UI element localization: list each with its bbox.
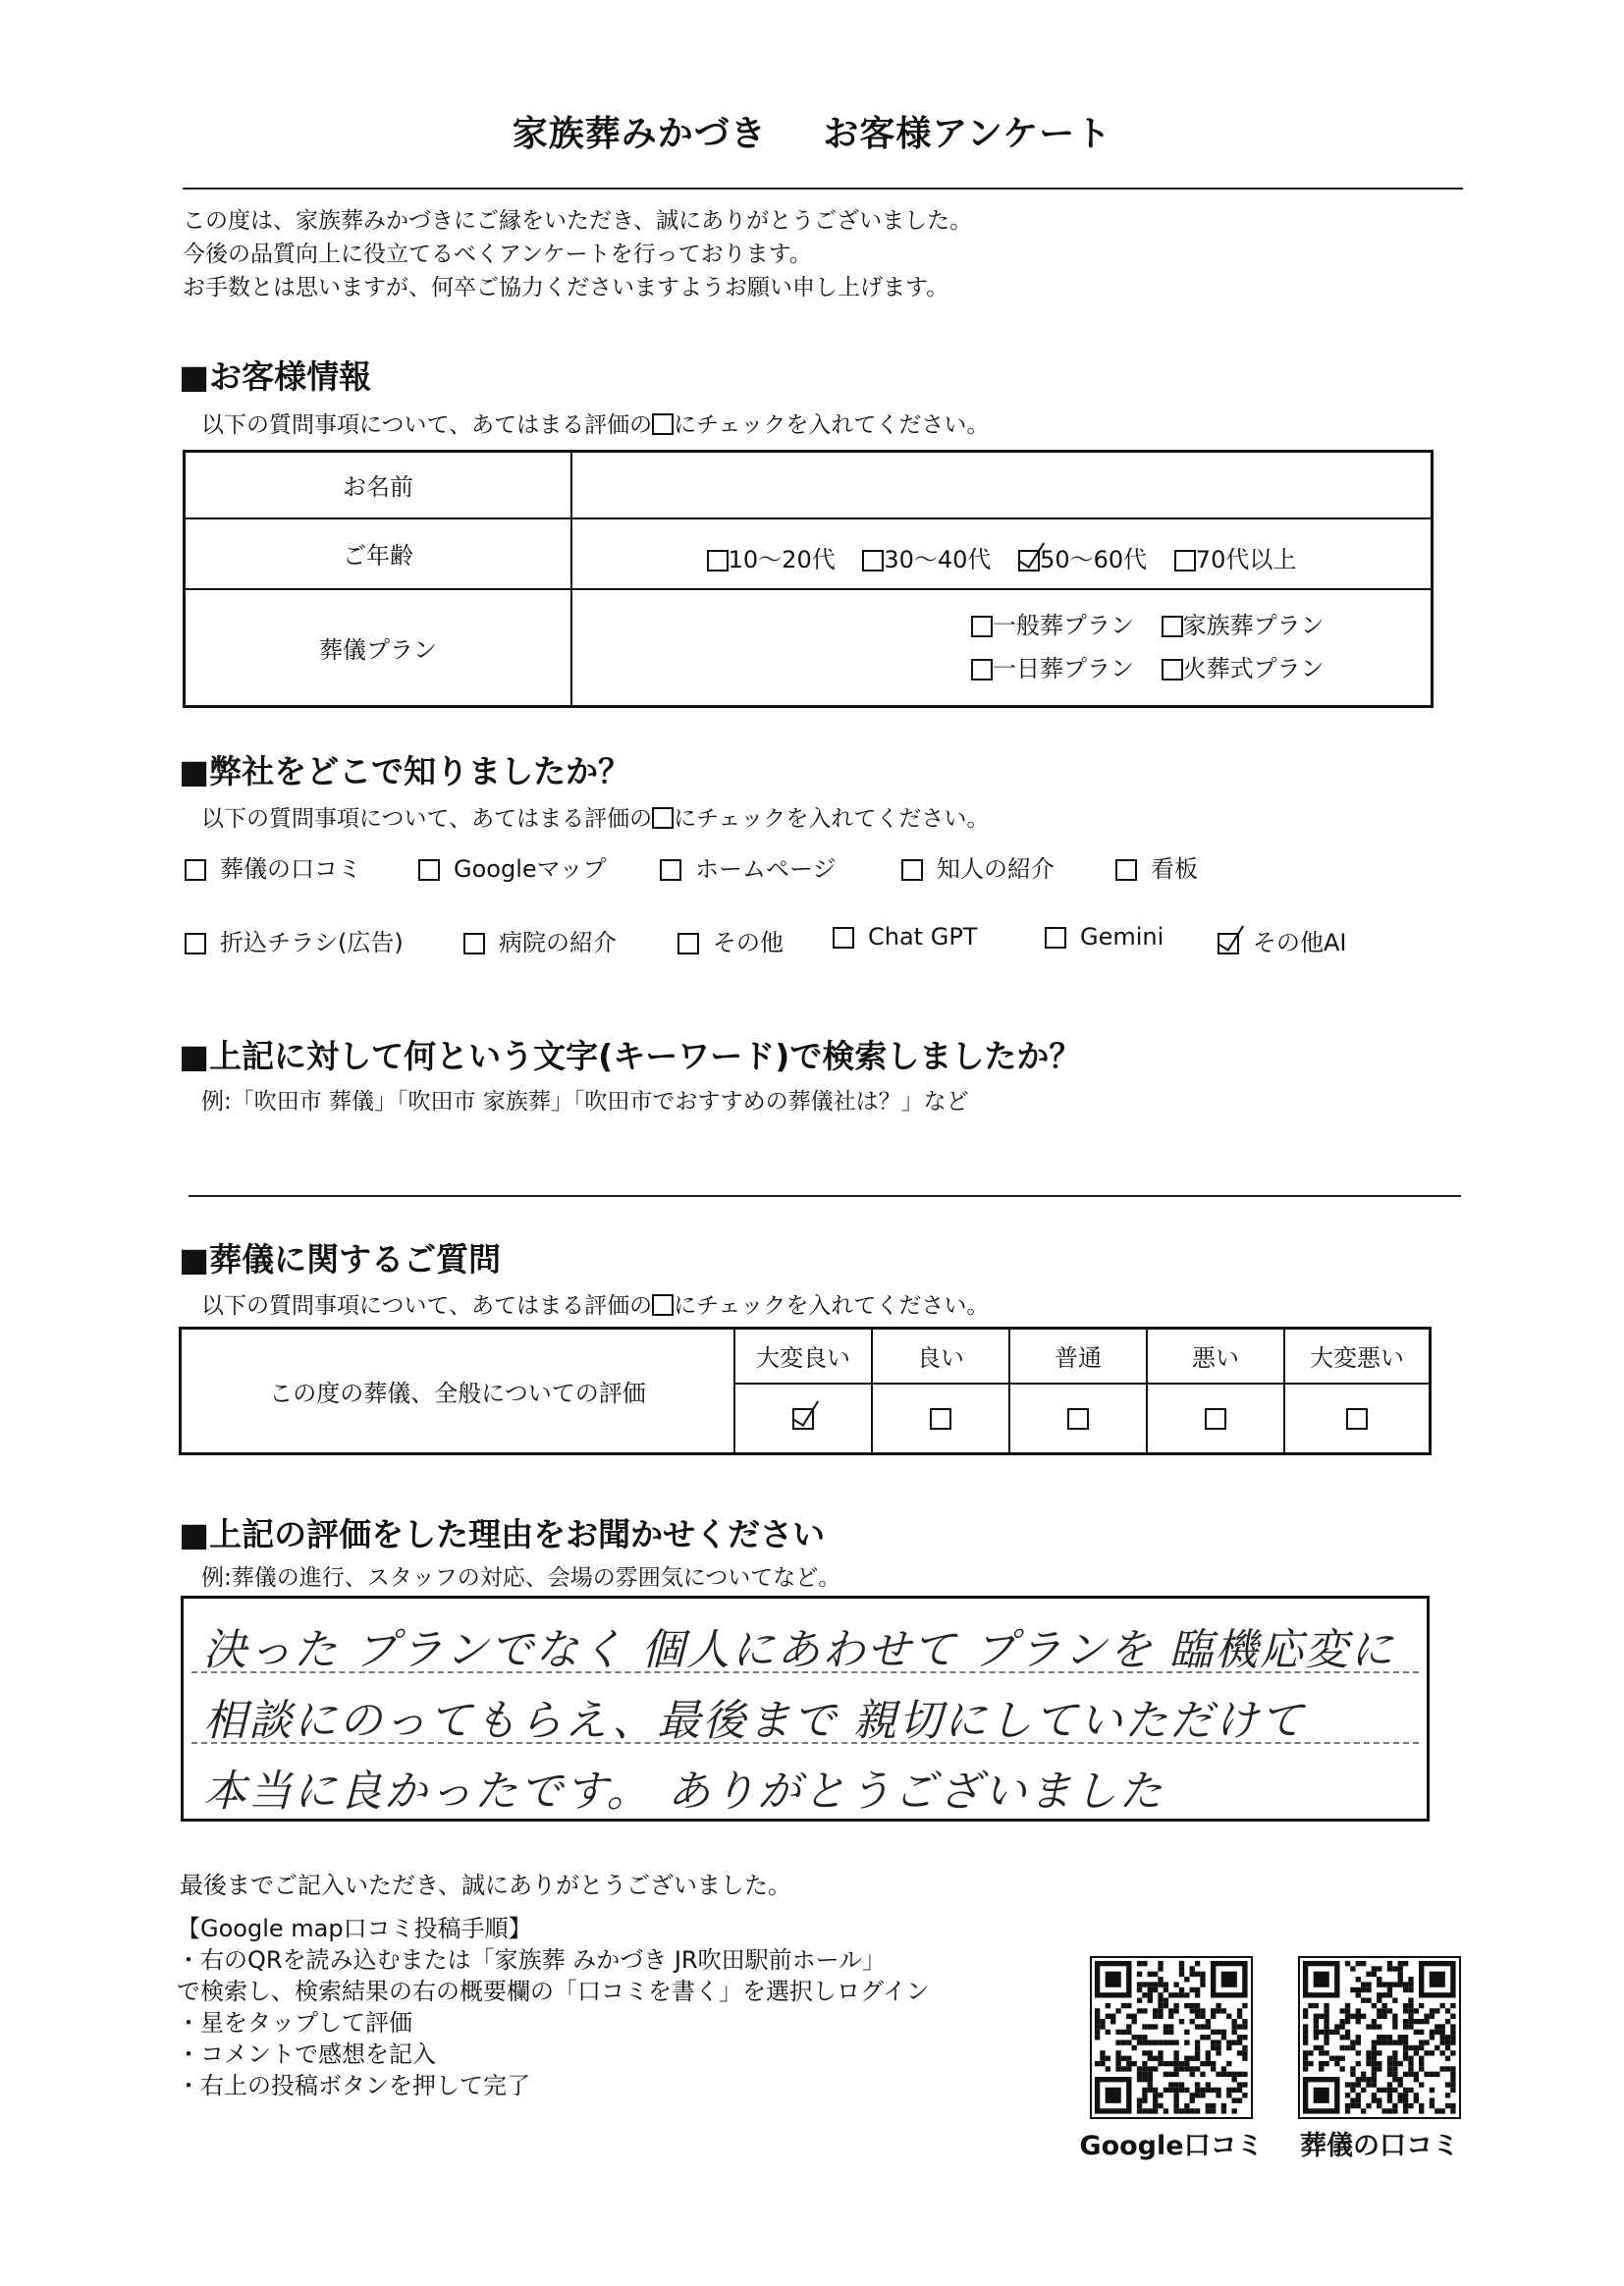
source-checkbox-review[interactable] bbox=[185, 859, 206, 881]
source-checkbox-referral[interactable] bbox=[901, 859, 923, 881]
review-step-2: ・星をタップして評価 bbox=[177, 2009, 412, 2037]
closing-thanks: 最後までご記入いただき、誠にありがとうございました。 bbox=[180, 1872, 792, 1899]
sample-checkbox bbox=[652, 1294, 674, 1316]
age-checkbox-10-20[interactable] bbox=[707, 550, 729, 572]
reason-handwriting-3: 本当に良かったです。 ありがとうございました bbox=[203, 1767, 1164, 1817]
rating-cell-very-good bbox=[734, 1384, 872, 1454]
intro-line-1: この度は、家族葬みかづきにご縁をいただき、誠にありがとうございました。 bbox=[183, 208, 973, 234]
source-checkbox-other-ai[interactable] bbox=[1218, 933, 1239, 954]
plan-row bbox=[185, 589, 1433, 707]
name-row bbox=[185, 452, 1433, 518]
review-step-1b: で検索し、検索結果の右の概要欄の「口コミを書く」を選択しログイン bbox=[177, 1978, 930, 2005]
rating-label-very-good: 大変良い bbox=[734, 1329, 872, 1384]
source-option-flyer[interactable]: 折込チラシ(広告) bbox=[185, 923, 404, 957]
rating-checkbox-good[interactable] bbox=[930, 1408, 951, 1430]
rating-checkbox-very-bad[interactable] bbox=[1346, 1408, 1368, 1430]
rating-checkbox-very-good[interactable] bbox=[792, 1408, 814, 1430]
plan-option-cremation[interactable]: 火葬式プラン bbox=[1162, 655, 1325, 682]
age-option-10-20[interactable]: 10～20代 bbox=[707, 546, 836, 573]
funeral-instruction: 以下の質問事項について、あてはまる評価の にチェックを入れてください。 bbox=[201, 1293, 990, 1319]
review-steps-title: 【Google map口コミ投稿手順】 bbox=[177, 1915, 532, 1942]
source-option-other-ai[interactable]: その他AI bbox=[1218, 923, 1347, 957]
age-checkbox-50-60[interactable] bbox=[1018, 550, 1040, 572]
plan-checkbox-cremation[interactable] bbox=[1162, 659, 1183, 680]
source-checkbox-hospital[interactable] bbox=[463, 933, 485, 954]
review-steps bbox=[177, 1913, 930, 2101]
qr-code-icon[interactable] bbox=[1090, 1956, 1253, 2119]
sample-checkbox bbox=[652, 807, 674, 829]
name-label: お名前 bbox=[185, 452, 572, 518]
plan-checkbox-one-day[interactable] bbox=[971, 659, 993, 680]
funeral-heading: ■葬儀に関するご質問 bbox=[179, 1240, 502, 1279]
instruction-text: 以下の質問事項について、あてはまる評価の bbox=[201, 412, 653, 438]
age-label: ご年齢 bbox=[185, 518, 572, 589]
title-survey: お客様アンケート bbox=[823, 114, 1112, 154]
qr-google[interactable] bbox=[1090, 1956, 1253, 2123]
rating-label-very-bad: 大変悪い bbox=[1284, 1329, 1431, 1384]
qr-funeral-label: 葬儀の口コミ bbox=[1300, 2131, 1459, 2161]
intro-text bbox=[183, 204, 972, 304]
intro-line-2: 今後の品質向上に役立てるべくアンケートを行っております。 bbox=[183, 242, 812, 267]
source-option-hospital[interactable]: 病院の紹介 bbox=[463, 923, 617, 957]
reason-example: 例:葬儀の進行、スタッフの対応、会場の雰囲気についてなど。 bbox=[201, 1565, 841, 1591]
rating-cell-bad bbox=[1147, 1384, 1284, 1454]
age-option-70-plus[interactable]: 70代以上 bbox=[1174, 546, 1297, 573]
reason-handwriting-2: 相談にのってもらえ、最後まで 親切にしていただけて bbox=[203, 1696, 1306, 1746]
rating-row-label: この度の葬儀、全般についての評価 bbox=[181, 1329, 735, 1454]
rating-label-average: 普通 bbox=[1009, 1329, 1147, 1384]
keyword-heading: ■上記に対して何という文字(キーワード)で検索しましたか？ bbox=[179, 1037, 1082, 1075]
rating-cell-average bbox=[1009, 1384, 1147, 1454]
source-checkbox-chatgpt[interactable] bbox=[833, 927, 854, 949]
review-step-3: ・コメントで感想を記入 bbox=[177, 2041, 436, 2068]
keyword-answer-line[interactable] bbox=[189, 1195, 1461, 1197]
source-checkbox-flyer[interactable] bbox=[185, 933, 206, 954]
reason-answer-box[interactable] bbox=[181, 1596, 1430, 1822]
customer-info-table bbox=[183, 450, 1434, 708]
source-heading: ■弊社をどこで知りましたか？ bbox=[179, 752, 631, 790]
plan-options bbox=[571, 589, 1433, 707]
rating-cell-very-bad bbox=[1284, 1384, 1431, 1454]
age-option-30-40[interactable]: 30～40代 bbox=[862, 546, 991, 573]
source-option-chatgpt[interactable]: Chat GPT bbox=[833, 923, 977, 951]
qr-google-label: Google口コミ bbox=[1079, 2131, 1264, 2161]
rating-label-bad: 悪い bbox=[1147, 1329, 1284, 1384]
plan-label: 葬儀プラン bbox=[185, 589, 572, 707]
age-option-50-60[interactable]: 50～60代 bbox=[1018, 546, 1147, 573]
rating-header-row bbox=[181, 1329, 1431, 1384]
reason-handwriting-1: 決った プランでなく 個人にあわせて プランを 臨機応変に bbox=[203, 1625, 1395, 1675]
age-checkbox-70-plus[interactable] bbox=[1174, 550, 1196, 572]
source-checkbox-google-map[interactable] bbox=[418, 859, 440, 881]
source-option-review[interactable]: 葬儀の口コミ bbox=[185, 849, 361, 884]
sample-checkbox bbox=[652, 413, 674, 435]
title-divider bbox=[183, 188, 1463, 190]
review-step-4: ・右上の投稿ボタンを押して完了 bbox=[177, 2072, 530, 2099]
plan-checkbox-family[interactable] bbox=[1162, 616, 1183, 637]
source-option-gemini[interactable]: Gemini bbox=[1045, 923, 1164, 951]
rating-cell-good bbox=[872, 1384, 1009, 1454]
source-checkbox-homepage[interactable] bbox=[660, 859, 681, 881]
source-checkbox-gemini[interactable] bbox=[1045, 927, 1066, 949]
source-option-other[interactable]: その他 bbox=[677, 923, 784, 957]
age-row bbox=[185, 518, 1433, 589]
plan-option-general[interactable]: 一般葬プラン bbox=[971, 612, 1134, 639]
qr-code-icon[interactable] bbox=[1298, 1956, 1461, 2119]
keyword-example: 例:「吹田市 葬儀」「吹田市 家族葬」「吹田市でおすすめの葬儀社は？」など bbox=[201, 1089, 969, 1115]
customer-info-heading: ■お客様情報 bbox=[179, 357, 372, 396]
plan-option-one-day[interactable]: 一日葬プラン bbox=[971, 655, 1134, 682]
age-options bbox=[571, 518, 1433, 589]
source-checkbox-other[interactable] bbox=[677, 933, 699, 954]
rating-checkbox-bad[interactable] bbox=[1205, 1408, 1226, 1430]
plan-checkbox-general[interactable] bbox=[971, 616, 993, 637]
title-company: 家族葬みかづき bbox=[512, 114, 767, 154]
rating-checkbox-average[interactable] bbox=[1067, 1408, 1089, 1430]
source-option-referral[interactable]: 知人の紹介 bbox=[901, 849, 1055, 884]
rating-table bbox=[179, 1327, 1432, 1455]
customer-info-instruction bbox=[201, 407, 989, 439]
rating-label-good: 良い bbox=[872, 1329, 1009, 1384]
plan-option-family[interactable]: 家族葬プラン bbox=[1162, 612, 1325, 639]
source-instruction: 以下の質問事項について、あてはまる評価の にチェックを入れてください。 bbox=[201, 806, 990, 832]
source-option-signboard[interactable]: 看板 bbox=[1115, 849, 1198, 884]
source-option-google-map[interactable]: Googleマップ bbox=[418, 849, 607, 884]
age-checkbox-30-40[interactable] bbox=[862, 550, 884, 572]
name-field[interactable] bbox=[571, 452, 1433, 518]
qr-funeral[interactable] bbox=[1298, 1956, 1461, 2123]
instruction-text-end: にチェックを入れてください。 bbox=[674, 412, 990, 438]
source-checkbox-signboard[interactable] bbox=[1115, 859, 1137, 881]
source-option-homepage[interactable]: ホームページ bbox=[660, 849, 837, 884]
reason-heading: ■上記の評価をした理由をお聞かせください bbox=[179, 1515, 826, 1553]
review-step-1: ・右のQRを読み込むまたは「家族葬 みかづき JR吹田駅前ホール」 bbox=[177, 1946, 887, 1974]
intro-line-3: お手数とは思いますが、何卒ご協力くださいますようお願い申し上げます。 bbox=[183, 275, 949, 300]
page-title bbox=[0, 106, 1624, 156]
